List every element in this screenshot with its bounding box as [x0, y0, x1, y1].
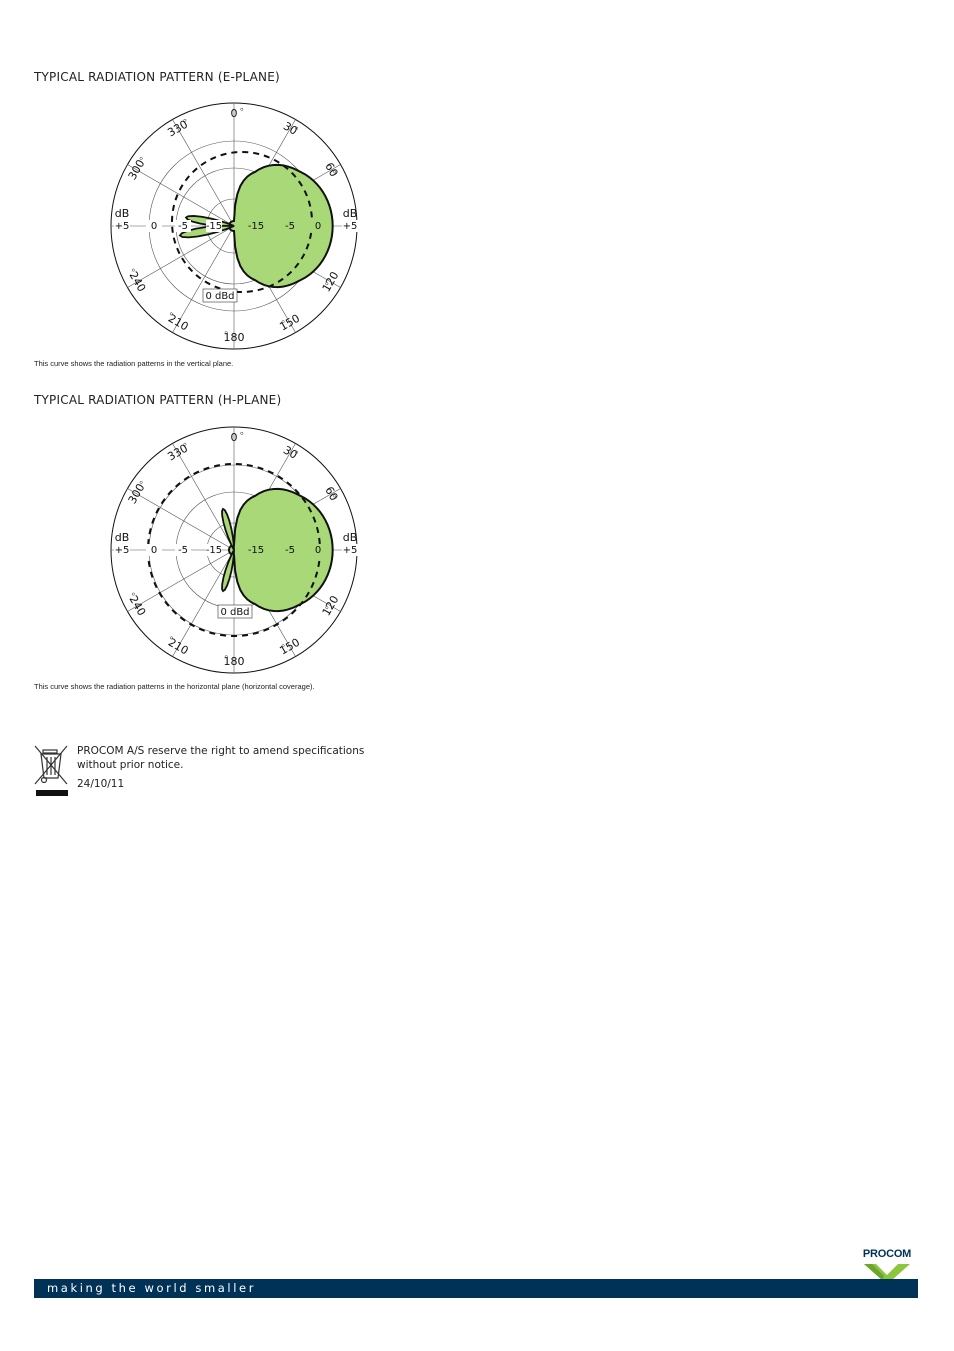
radial-label-left: -5: [178, 221, 188, 232]
angle-label: 180: [223, 655, 245, 668]
crossed-out-bin-icon: [33, 744, 69, 798]
radial-label-right: 0: [314, 221, 322, 232]
angle-label: 60: [322, 160, 341, 180]
angle-label: 300: [125, 481, 148, 507]
angle-label: 120: [319, 593, 342, 619]
polar-spoke: [173, 443, 235, 550]
unit-label-right: dB: [342, 207, 358, 220]
polar-spoke: [127, 489, 234, 551]
angle-label: 0: [230, 107, 238, 120]
angle-label: 240: [126, 269, 149, 295]
h-plane-polar-chart: [110, 426, 360, 676]
degree-mark: [241, 108, 243, 110]
radial-label-right: -15: [247, 221, 265, 232]
angle-label: 150: [277, 635, 303, 658]
degree-mark: [241, 432, 243, 434]
angle-label: 30: [280, 119, 300, 138]
reference-label: 0 dBd: [205, 291, 235, 302]
angle-label: 210: [165, 311, 191, 334]
degree-mark: [140, 157, 142, 159]
angle-label: 0: [230, 431, 238, 444]
radial-label-right: -5: [285, 221, 295, 232]
reference-label: 0 dBd: [220, 607, 250, 618]
radial-label-left: -5: [178, 545, 188, 556]
document-date: 24/10/11: [77, 778, 125, 790]
footer-bar: [34, 1279, 918, 1298]
angle-label: 60: [322, 484, 341, 504]
radial-label-left: +5: [114, 545, 130, 556]
degree-mark: [140, 481, 142, 483]
h-plane-title: TYPICAL RADIATION PATTERN (H-PLANE): [34, 393, 282, 407]
radial-label-left: 0: [150, 221, 158, 232]
unit-label-left: dB: [114, 207, 130, 220]
polar-spoke: [173, 119, 235, 226]
angle-label: 330: [165, 441, 191, 464]
unit-label-left: dB: [114, 531, 130, 544]
h-plane-caption: This curve shows the radiation patterns in the horizontal plane (horizontal coverage).: [34, 682, 315, 691]
radial-label-left: -15: [205, 221, 223, 232]
unit-label-right: dB: [342, 531, 358, 544]
angle-label: 30: [280, 443, 300, 462]
e-plane-title: TYPICAL RADIATION PATTERN (E-PLANE): [34, 70, 280, 84]
radial-label-right: -5: [285, 545, 295, 556]
disclaimer-text: PROCOM A/S reserve the right to amend specifications without prior notice.: [77, 745, 365, 771]
angle-label: 300: [125, 157, 148, 183]
radial-label-right: +5: [342, 545, 358, 556]
radial-label-right: 0: [314, 545, 322, 556]
angle-label: 330: [165, 117, 191, 140]
radial-label-right: +5: [342, 221, 358, 232]
angle-label: 210: [165, 635, 191, 658]
angle-label: 180: [223, 331, 245, 344]
angle-label: 150: [277, 311, 303, 334]
logo-text: PROCOM: [862, 1248, 912, 1260]
radial-label-left: 0: [150, 545, 158, 556]
e-plane-polar-chart: [110, 102, 360, 352]
angle-label: 240: [126, 593, 149, 619]
e-plane-caption: This curve shows the radiation patterns in the vertical plane.: [34, 359, 234, 368]
radial-label-left: +5: [114, 221, 130, 232]
radial-label-right: -15: [247, 545, 265, 556]
polar-spoke: [127, 165, 234, 227]
radial-label-left: -15: [205, 545, 223, 556]
angle-label: 120: [319, 269, 342, 295]
footer-slogan: making the world smaller: [47, 1281, 257, 1295]
